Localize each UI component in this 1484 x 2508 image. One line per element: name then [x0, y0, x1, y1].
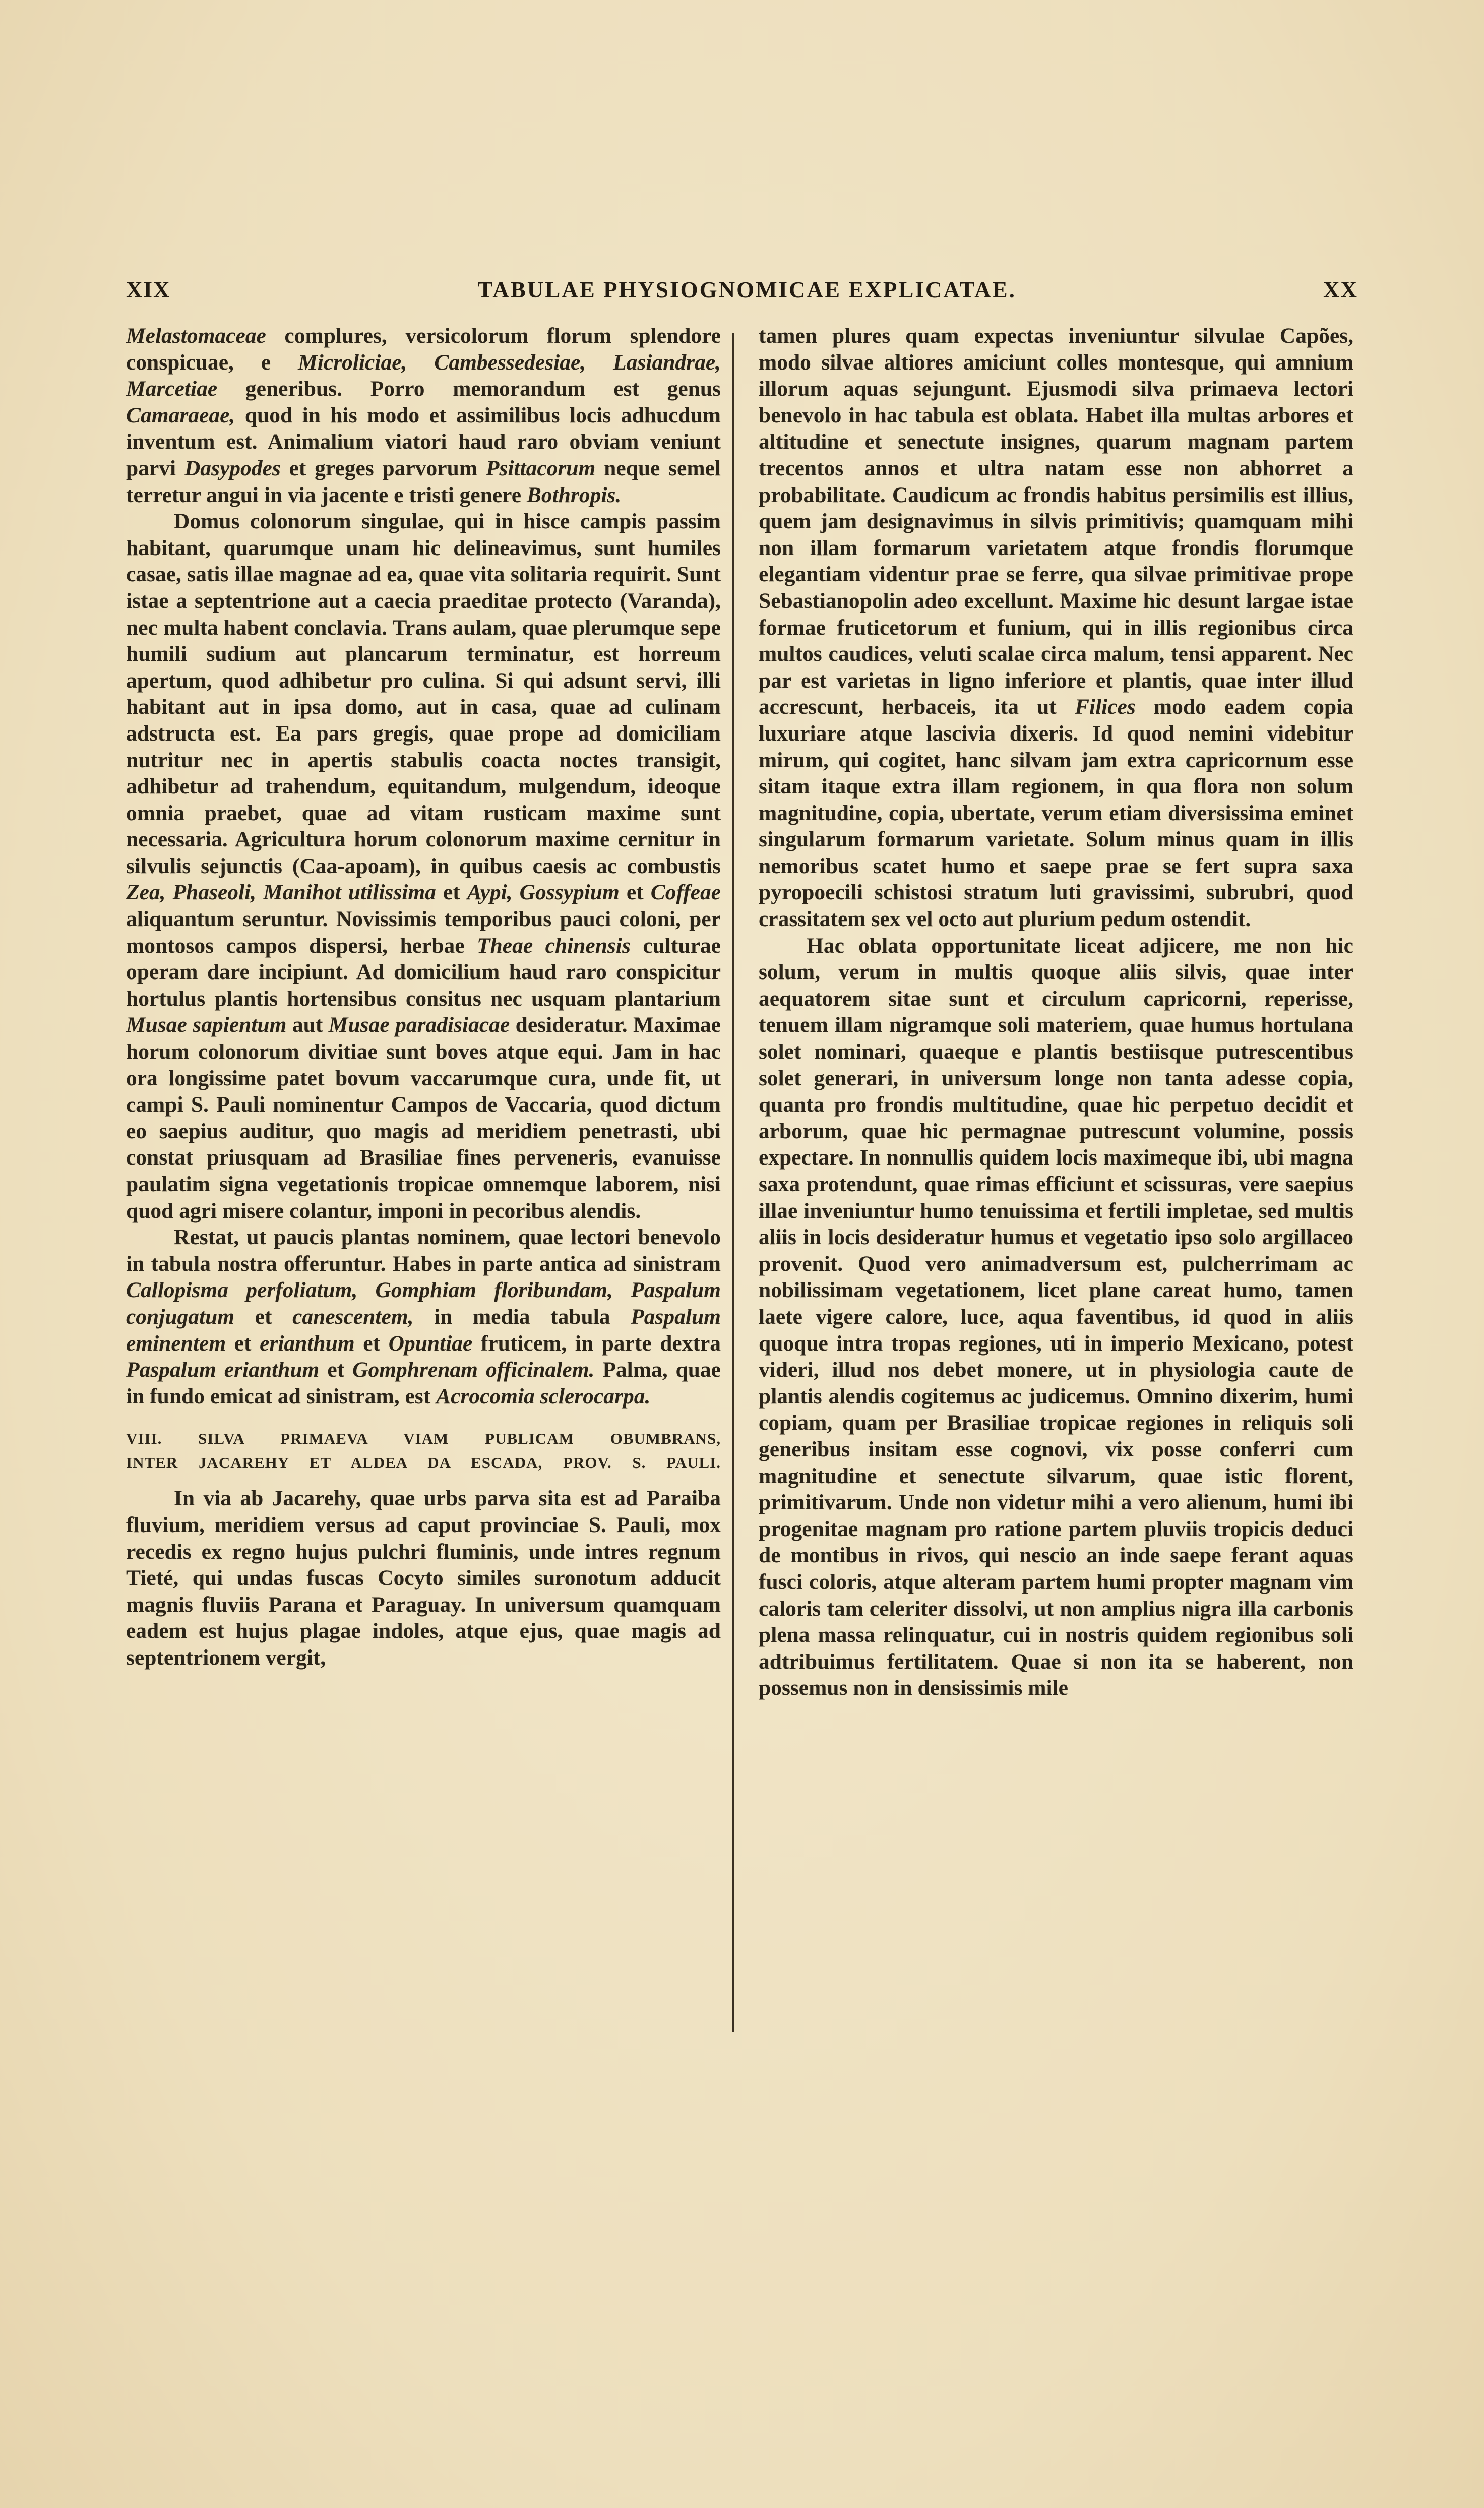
text-run: generibus. Porro memorandum est genus [217, 377, 721, 401]
italic-run: Musae paradisiacae [328, 1013, 510, 1037]
text-run: modo eadem copia luxuriare atque lascivia dixeris. Id quod nemini videbitur mirum, qui cogitet, hanc silvam jam extra capricornum esse sitam itaque extra illam regionem, in qua flora non solum magnitudine, copia, ubertate, verum etiam diversissima eminet singularum formarum varietate. Solum minus quam in illis nemoribus scatet humo et saepe prae se fert supra saxa pyropoecili schistosi stratum luti gravissimi, subrubri, quod crassitatem sex vel octo aut plurium pedum ostendit. [759, 695, 1353, 932]
page-number-left: XIX [126, 277, 171, 302]
text-run: tamen plures quam expectas inveniuntur silvulae Capões, modo silvae altiores amiciunt colles montesque, qui amnium illorum aquas sejungunt. Ejusmodi silva primaeva lectori benevolo in hac tabula est oblata. Habet illa multas arbores et altitudine et senectute insignes, quarum magnam partem trecentos annos et ultra natam esse non abhorret a probabilitate. Caudicum ac frondis habitus persimilis est illius, quem jam designavimus in silvis primitivis; quamquam mihi non illam formarum varietatem atque frondis florumque elegantiam videntur prae se ferre, qua silvae primitivae prope Sebastianopolin adeo excellunt. Maxime hic desunt largae istae formae fruticetorum et funium, qui in illis regionibus circa multos caudices, veluti scalae circa malum, tensi apparent. Nec par est varietas in ligno inferiore et plantis, quae inter illud accrescunt, herbaceis, ita ut [759, 324, 1353, 719]
text-run: culturae operam dare incipiunt. Ad domicilium haud raro conspicitur hortulus plantis hortensibus consitus nec usquam plantarium [126, 933, 721, 1011]
text-run: fruticem, in parte dextra [472, 1331, 721, 1356]
text-run: et [436, 880, 467, 905]
italic-run: Bothropis. [526, 482, 622, 507]
italic-run: Melastomaceae [126, 324, 266, 348]
italic-run: Acrocomia sclerocarpa. [436, 1384, 651, 1409]
text-run: complures, versicolorum florum splendore conspicuae, e [126, 324, 721, 375]
paragraph [126, 1224, 721, 1410]
text-run: Restat, ut paucis plantas nominem, quae lectori benevolo in tabula nostra offeruntur. Habes in parte antica ad sinistram [126, 1225, 721, 1276]
text-run: desideratur. Maximae horum colonorum divitiae sunt boves atque equi. Jam in hac ora longissime patet bovum vaccarumque cura, unde fit, ut campi S. Pauli nominentur Campos de Vaccaria, quod dictum eo saepius auditur, quo magis ad meridiem penetrasti, ubi constat priusquam ad Brasiliae fines perveneris, evanuisse paulatim signa vegetationis tropicae omnemque laborem, nisi quod agri misere colantur, imponi in pecoribus alendis. [126, 1013, 721, 1223]
text-run: Palma, quae in fundo emicat ad sinistram, est [126, 1358, 721, 1409]
italic-run: Zea, Phaseoli, Manihot utilissima [126, 880, 436, 905]
text-run: In via ab Jacarehy, quae urbs parva sita est ad Paraiba fluvium, meridiem versus ad caput provinciae S. Pauli, mox recedis ex regno hujus pulchri fluminis, unde intres regnum Tieté, qui undas fuscas Cocyto similes suronotum adducit magnis fluviis Parana et Paraguay. In universum quamquam eadem est hujus plagae indoles, atque ejus, quae magis ad septentrionem vergit, [126, 1486, 721, 1670]
italic-run: Theae chinensis [477, 933, 631, 958]
left-column [126, 323, 721, 1671]
paragraph [759, 933, 1353, 1701]
italic-run: Paspalum eminentem [126, 1304, 721, 1356]
italic-run: Filices [1074, 695, 1136, 719]
text-run: aliquantum seruntur. Novissimis temporibus pauci coloni, per montosos campos dispersi, herbae [126, 907, 721, 958]
page-number-right: XX [1323, 277, 1358, 302]
text-run: et [319, 1358, 353, 1382]
italic-run: Musae sapientum [126, 1013, 287, 1037]
text-run: et [354, 1331, 389, 1356]
section-heading-line: INTER JACAREHY ET ALDEA DA ESCADA, PROV. S. PAULI. [126, 1454, 721, 1472]
section-heading [126, 1427, 721, 1475]
column-divider [732, 333, 734, 2032]
italic-run: Dasypodes [184, 456, 281, 480]
right-column [759, 323, 1353, 1701]
italic-run: Camaraeae, [126, 403, 235, 427]
italic-run: canescentem, [292, 1304, 414, 1329]
paragraph [759, 323, 1353, 933]
text-run: et greges parvorum [280, 456, 486, 480]
section-heading-line: VIII. SILVA PRIMAEVA VIAM PUBLICAM OBUMBRANS, [126, 1430, 721, 1448]
text-run: aut [286, 1013, 329, 1037]
text-run: neque semel terretur angui in via jacente e tristi genere [126, 456, 721, 507]
text-run: et [234, 1304, 293, 1329]
text-run: quod in his modo et assimilibus locis adhucdum inventum est. Animalium viatori haud raro obviam veniunt parvi [126, 403, 721, 480]
italic-run: Microliciae, Cambessedesiae, Lasiandrae, Marcetiae [126, 350, 721, 401]
text-run: in media tabula [413, 1304, 631, 1329]
italic-run: Psittacorum [485, 456, 596, 480]
text-run: Hac oblata opportunitate liceat adjicere, me non hic solum, verum in multis quoque aliis silvis, quae inter aequatorem sitae sunt et circulum capricorni, reperisse, tenuem illam nigramque soli materiem, quae humus hortulana solet nominari, quaeque e plantis bestiisque putrescentibus solet generari, in universum longe non tanta adesse copia, quanta pro frondis multitudine, quae hic perpetuo decidit et arborum, quae hic permagnae putrescunt volumine, possis expectare. In nonnullis quidem locis maximeque ibi, ubi magna saxa protendunt, quae rimas efficiunt et scissuras, vere saepius illae inveniuntur humo tenuissima et fertili impletae, sed multis aliis in locis desideratur humus et vegetatio ipso solo argillaceo provenit. Quod vero animadversum est, pulcherrimam ac nobilissimam vegetationem, licet plane careat humo, tamen laete vigere calore, luce, aqua faventibus, id quod in aliis quoque intra tropas regiones, uti in imperio Mexicano, potest videri, illud nos debet monere, ut in physiologia caute de plantis alendis cogitemus ac judicemus. Omnino dixerim, humi copiam, quam per Brasiliae tropicae regiones in reliquis soli generibus insitam esse cognovi, vix posse conferri cum magnitudine et senectute silvarum, quae istic florent, primitivarum. Unde non videtur mihi a vero alienum, humi ibi progenitae magnam pro ratione partem pluviis tropicis deduci de montibus in rivos, qui nescio an inde saepe ferant aquas fusci coloris, atque alteram partem humi propter magnam vim caloris tam celeriter dissolvi, ut non amplius nigra illa carbonis plena massa relinquatur, cui in nostris quidem regionibus soli adtribuimus fertilitatem. Quae si non ita se haberent, non possemus non in densissimis mile [759, 933, 1353, 1700]
italic-run: Paspalum erianthum [126, 1358, 320, 1382]
text-run: et [619, 880, 651, 905]
italic-run: Aypi, Gossypium [467, 880, 620, 905]
text-run: et [226, 1331, 260, 1356]
running-title: TABULAE PHYSIOGNOMICAE EXPLICATAE. [477, 277, 1016, 302]
paragraph [126, 1485, 721, 1671]
italic-run: Callopisma perfoliatum, Gomphiam floribundam, Paspalum conjugatum [126, 1278, 721, 1329]
running-header [126, 272, 1358, 308]
paragraph [126, 508, 721, 1224]
italic-run: Gomphrenam officinalem. [352, 1358, 595, 1382]
paragraph [126, 323, 721, 508]
italic-run: Opuntiae [388, 1331, 473, 1356]
italic-run: erianthum [260, 1331, 355, 1356]
text-run: Domus colonorum singulae, qui in hisce campis passim habitant, quarumque unam hic delineavimus, sunt humiles casae, satis illae magnae ad ea, quae vita solitaria requirit. Sunt istae a septentrione aut a caecia praeditae protecto (Varanda), nec multa habent conclavia. Trans aulam, quae plerumque sepe humili sudium aut plancarum terminatur, est horreum apertum, quod adhibetur pro culina. Si qui adsunt servi, illi habitant aut in ipsa domo, aut in casa, quae ad culinam adstructa est. Ea pars gregis, quae prope ad domiciliam nutritur nec in apertis stabulis coacta noctes transigit, adhibetur ad trahendum, equitandum, mulgendum, ideoque omnia praebet, quae ad vitam rusticam maxime sunt necessaria. Agricultura horum colonorum maxime cernitur in silvulis sejunctis (Caa-apoam), in quibus caesis ac combustis [126, 509, 721, 878]
italic-run: Coffeae [650, 880, 721, 905]
